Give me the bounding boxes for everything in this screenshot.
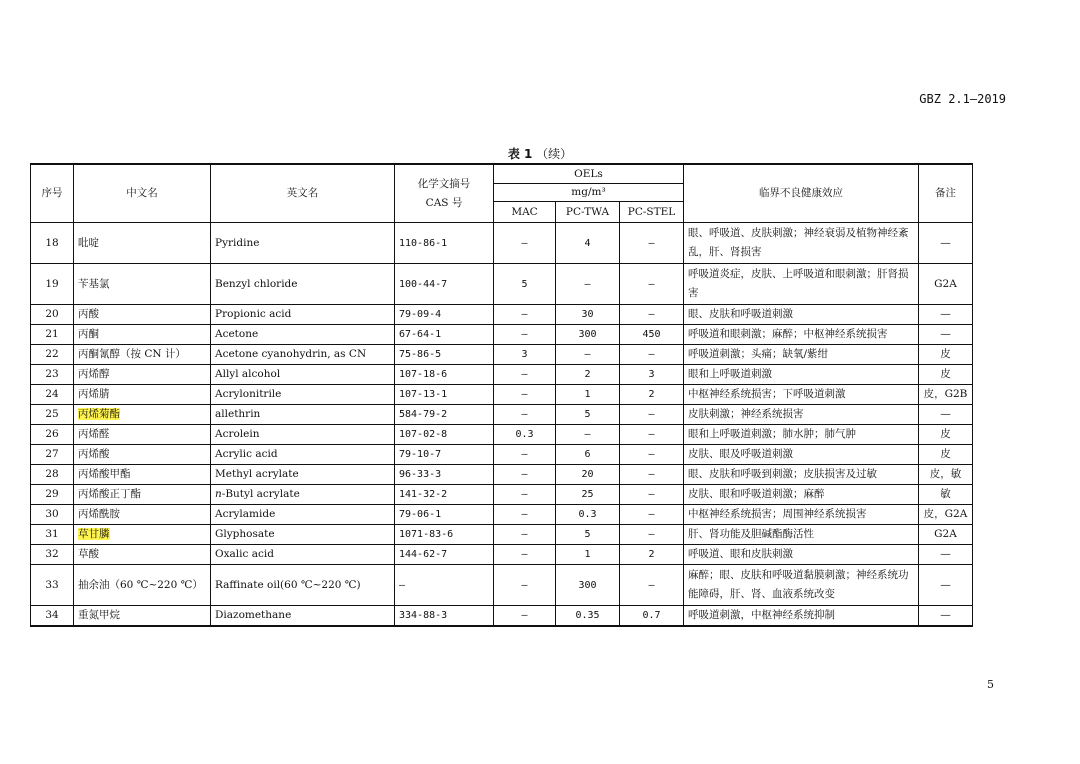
cell-mac: 5	[494, 264, 556, 305]
oel-table	[30, 163, 973, 627]
cell-stel: 450	[620, 325, 684, 345]
cell-stel: 3	[620, 365, 684, 385]
cell-cn: 草酸	[74, 545, 211, 565]
table-row	[31, 345, 973, 365]
cell-cas: —	[395, 565, 494, 606]
cell-cn: 丙酮氰醇（按 CN 计）	[74, 345, 211, 365]
col-oels-unit: mg/m³	[494, 184, 684, 202]
cell-no: 34	[31, 606, 74, 627]
cell-twa: 4	[556, 223, 620, 264]
table-row	[31, 305, 973, 325]
cell-no: 30	[31, 505, 74, 525]
cell-cas: 79-10-7	[395, 445, 494, 465]
cell-stel: —	[620, 345, 684, 365]
cell-mac: 0.3	[494, 425, 556, 445]
cell-cn: 丙酮	[74, 325, 211, 345]
cell-mac: —	[494, 405, 556, 425]
cell-mac: —	[494, 485, 556, 505]
cell-mac: —	[494, 365, 556, 385]
cell-cas: 67-64-1	[395, 325, 494, 345]
cell-cas: 141-32-2	[395, 485, 494, 505]
cell-mac: —	[494, 385, 556, 405]
cell-effect: 中枢神经系统损害；下呼吸道刺激	[684, 385, 919, 405]
cell-en: Acetone cyanohydrin, as CN	[211, 345, 395, 365]
cell-effect: 眼和上呼吸道刺激	[684, 365, 919, 385]
cell-en: Acetone	[211, 325, 395, 345]
cell-effect: 呼吸道和眼刺激；麻醉；中枢神经系统损害	[684, 325, 919, 345]
cell-twa: 0.35	[556, 606, 620, 627]
table-row	[31, 425, 973, 445]
cell-twa: 300	[556, 565, 620, 606]
cell-en: Acrylic acid	[211, 445, 395, 465]
cell-stel: 2	[620, 385, 684, 405]
table-row	[31, 606, 973, 627]
col-oels: OELs	[494, 164, 684, 184]
cell-stel: —	[620, 305, 684, 325]
col-effect: 临界不良健康效应	[684, 164, 919, 223]
cell-no: 23	[31, 365, 74, 385]
table-row	[31, 505, 973, 525]
cell-effect: 麻醉；眼、皮肤和呼吸道黏膜刺激；神经系统功能障碍，肝、肾、血液系统改变	[684, 565, 919, 606]
cell-effect: 皮肤、眼及呼吸道刺激	[684, 445, 919, 465]
cell-en: Oxalic acid	[211, 545, 395, 565]
cell-en: Allyl alcohol	[211, 365, 395, 385]
cell-cn	[74, 405, 211, 425]
table-row	[31, 264, 973, 305]
cell-mac: —	[494, 545, 556, 565]
table-row	[31, 565, 973, 606]
cell-cas: 144-62-7	[395, 545, 494, 565]
cell-stel: —	[620, 405, 684, 425]
table-continued: （续）	[536, 147, 573, 161]
cell-effect: 眼和上呼吸道刺激；肺水肿；肺气肿	[684, 425, 919, 445]
cell-cas: 100-44-7	[395, 264, 494, 305]
cell-en: Acrolein	[211, 425, 395, 445]
cell-no: 18	[31, 223, 74, 264]
cell-cas: 1071-83-6	[395, 525, 494, 545]
cell-note: —	[919, 606, 973, 627]
cell-cn: 丙烯酸正丁酯	[74, 485, 211, 505]
cell-cas: 107-18-6	[395, 365, 494, 385]
table-row	[31, 485, 973, 505]
cell-twa: 1	[556, 385, 620, 405]
col-cas	[395, 164, 494, 223]
cell-en: Acrylamide	[211, 505, 395, 525]
highlighted-name: 草甘膦	[78, 528, 110, 540]
cell-cn: 丙烯酰胺	[74, 505, 211, 525]
cell-cas: 107-13-1	[395, 385, 494, 405]
cell-note: 皮，敏	[919, 465, 973, 485]
cell-cas: 110-86-1	[395, 223, 494, 264]
cell-effect: 中枢神经系统损害；周围神经系统损害	[684, 505, 919, 525]
cell-twa: —	[556, 264, 620, 305]
highlighted-name: 丙烯菊酯	[78, 408, 120, 420]
col-mac: MAC	[494, 202, 556, 223]
cell-note: —	[919, 223, 973, 264]
cell-note: —	[919, 405, 973, 425]
cell-twa: 300	[556, 325, 620, 345]
cell-en	[211, 485, 395, 505]
cell-mac: —	[494, 505, 556, 525]
cell-no: 31	[31, 525, 74, 545]
cell-twa: 30	[556, 305, 620, 325]
cell-note: —	[919, 565, 973, 606]
cell-en: Methyl acrylate	[211, 465, 395, 485]
cell-twa: 1	[556, 545, 620, 565]
table-row	[31, 545, 973, 565]
table-row	[31, 385, 973, 405]
cell-effect: 呼吸道、眼和皮肤刺激	[684, 545, 919, 565]
cell-no: 33	[31, 565, 74, 606]
cell-twa: —	[556, 345, 620, 365]
cell-twa: 0.3	[556, 505, 620, 525]
cell-cn: 丙酸	[74, 305, 211, 325]
cell-effect: 肝、肾功能及胆碱酯酶活性	[684, 525, 919, 545]
table-row	[31, 223, 973, 264]
page-number: 5	[987, 678, 994, 691]
cell-en: Acrylonitrile	[211, 385, 395, 405]
col-no: 序号	[31, 164, 74, 223]
cell-en: allethrin	[211, 405, 395, 425]
cell-cas: 107-02-8	[395, 425, 494, 445]
col-twa: PC-TWA	[556, 202, 620, 223]
cell-stel: —	[620, 565, 684, 606]
cell-no: 28	[31, 465, 74, 485]
cell-stel: —	[620, 505, 684, 525]
cell-mac: 3	[494, 345, 556, 365]
cell-stel: —	[620, 223, 684, 264]
cell-cn: 丙烯酸	[74, 445, 211, 465]
cell-note: 皮	[919, 345, 973, 365]
table-row	[31, 365, 973, 385]
cell-cn: 吡啶	[74, 223, 211, 264]
col-note: 备注	[919, 164, 973, 223]
cell-mac: —	[494, 325, 556, 345]
cas-line1: 化学文摘号	[417, 177, 471, 190]
cell-cas: 96-33-3	[395, 465, 494, 485]
cell-cn: 重氮甲烷	[74, 606, 211, 627]
cell-en: Pyridine	[211, 223, 395, 264]
cell-cn: 丙烯醛	[74, 425, 211, 445]
table-row	[31, 525, 973, 545]
col-cn: 中文名	[74, 164, 211, 223]
cell-cn: 丙烯腈	[74, 385, 211, 405]
cell-stel: —	[620, 465, 684, 485]
cell-twa: —	[556, 425, 620, 445]
cell-mac: —	[494, 305, 556, 325]
cell-en: Diazomethane	[211, 606, 395, 627]
cell-stel: —	[620, 264, 684, 305]
cell-note: —	[919, 305, 973, 325]
cell-note: 皮	[919, 445, 973, 465]
cell-twa: 6	[556, 445, 620, 465]
cell-en: Propionic acid	[211, 305, 395, 325]
cell-en: Raffinate oil(60 ℃~220 ℃)	[211, 565, 395, 606]
cell-no: 27	[31, 445, 74, 465]
table-caption	[0, 145, 1080, 162]
cell-twa: 20	[556, 465, 620, 485]
cell-no: 21	[31, 325, 74, 345]
table-row	[31, 405, 973, 425]
cell-no: 32	[31, 545, 74, 565]
table-row	[31, 465, 973, 485]
cell-stel: —	[620, 445, 684, 465]
cell-cas: 75-86-5	[395, 345, 494, 365]
cell-effect: 眼、皮肤和呼吸道刺激	[684, 305, 919, 325]
cell-cas: 79-09-4	[395, 305, 494, 325]
cell-twa: 25	[556, 485, 620, 505]
cell-note: —	[919, 545, 973, 565]
cell-effect: 眼、皮肤和呼吸到刺激；皮肤损害及过敏	[684, 465, 919, 485]
cell-note: 皮，G2B	[919, 385, 973, 405]
table-body	[31, 223, 973, 627]
cell-no: 29	[31, 485, 74, 505]
cell-en: Benzyl chloride	[211, 264, 395, 305]
cell-stel: —	[620, 425, 684, 445]
cell-mac: —	[494, 223, 556, 264]
cell-stel: 0.7	[620, 606, 684, 627]
cell-stel: 2	[620, 545, 684, 565]
col-en: 英文名	[211, 164, 395, 223]
cell-note: —	[919, 325, 973, 345]
cell-no: 22	[31, 345, 74, 365]
cell-effect: 眼、呼吸道、皮肤刺激；神经衰弱及植物神经紊乱，肝、肾损害	[684, 223, 919, 264]
cell-no: 26	[31, 425, 74, 445]
cell-mac: —	[494, 465, 556, 485]
cell-mac: —	[494, 565, 556, 606]
cell-mac: —	[494, 525, 556, 545]
cell-note: G2A	[919, 264, 973, 305]
table-title: 表 1	[507, 147, 533, 161]
cell-note: 皮	[919, 425, 973, 445]
cell-effect: 呼吸道刺激，中枢神经系统抑制	[684, 606, 919, 627]
cell-cn: 抽余油（60 ℃~220 ℃）	[74, 565, 211, 606]
cell-cas: 79-06-1	[395, 505, 494, 525]
cell-effect: 呼吸道刺激；头痛；缺氧/紫绀	[684, 345, 919, 365]
en-prefix: n	[215, 488, 222, 500]
cell-effect: 呼吸道炎症，皮肤、上呼吸道和眼刺激；肝肾损害	[684, 264, 919, 305]
cell-cn: 丙烯酸甲酯	[74, 465, 211, 485]
cell-no: 20	[31, 305, 74, 325]
cell-no: 19	[31, 264, 74, 305]
cell-mac: —	[494, 445, 556, 465]
cell-cn: 丙烯醇	[74, 365, 211, 385]
standard-code: GBZ 2.1—2019	[919, 92, 1006, 106]
cell-twa: 5	[556, 525, 620, 545]
cell-stel: —	[620, 525, 684, 545]
cell-stel: —	[620, 485, 684, 505]
table-row	[31, 445, 973, 465]
cas-line2: CAS 号	[425, 196, 463, 209]
cell-no: 25	[31, 405, 74, 425]
cell-mac: —	[494, 606, 556, 627]
cell-cas: 334-88-3	[395, 606, 494, 627]
cell-note: 皮，G2A	[919, 505, 973, 525]
cell-no: 24	[31, 385, 74, 405]
cell-cn: 苄基氯	[74, 264, 211, 305]
cell-cas: 584-79-2	[395, 405, 494, 425]
cell-cn	[74, 525, 211, 545]
cell-note: G2A	[919, 525, 973, 545]
en-name: -Butyl acrylate	[221, 488, 300, 500]
cell-note: 敏	[919, 485, 973, 505]
cell-effect: 皮肤、眼和呼吸道刺激；麻醉	[684, 485, 919, 505]
table-row	[31, 325, 973, 345]
cell-en: Glyphosate	[211, 525, 395, 545]
cell-twa: 2	[556, 365, 620, 385]
cell-effect: 皮肤刺激；神经系统损害	[684, 405, 919, 425]
cell-note: 皮	[919, 365, 973, 385]
cell-twa: 5	[556, 405, 620, 425]
col-stel: PC-STEL	[620, 202, 684, 223]
